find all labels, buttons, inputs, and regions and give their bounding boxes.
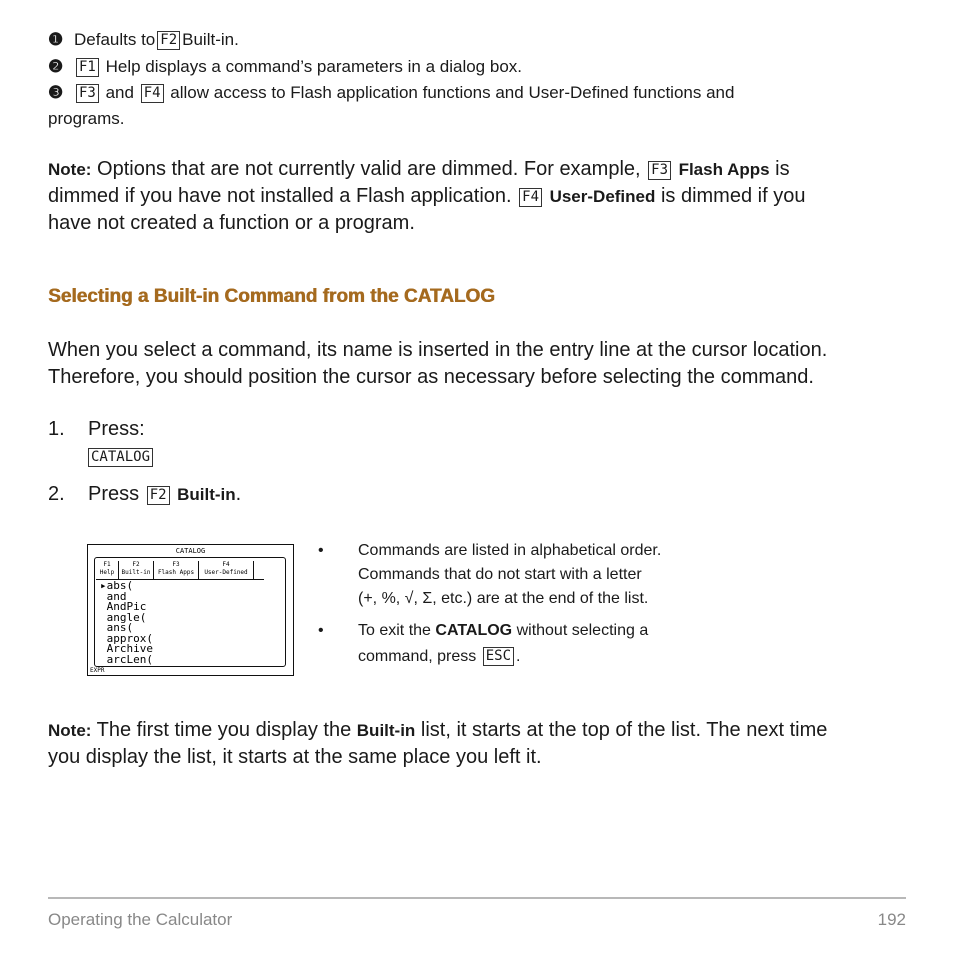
step-1 [48,416,65,443]
text: Defaults to [74,30,156,49]
built-in-label: Built-in [356,721,416,740]
callout-2 [48,54,522,80]
text: Therefore, you should position the cursor as necessary before selecting the command. [48,366,814,388]
step-1-body [88,416,155,470]
text: When you select a command, its name is inserted in the entry line at the cursor location. [48,339,828,361]
list-item: AndPic [100,600,147,613]
note-paragraph-2 [48,717,928,771]
flash-apps-label: Flash Apps [678,160,770,179]
list-item: Archive [100,642,153,655]
intro-paragraph [48,337,928,391]
text: F4 [222,561,230,568]
text: command, press [358,648,477,665]
menu-f2 [119,561,154,579]
bullet-mark: • [318,542,324,559]
callout-marker: ❷ [48,57,64,76]
f4-key: F4 [141,84,164,103]
f4-key: F4 [519,188,542,207]
catalog-label: CATALOG [435,622,513,639]
text: Built-in [121,569,151,576]
note-label: Note: [48,160,92,179]
step-2 [48,481,65,508]
text: without selecting a [516,622,649,639]
bullet-1 [318,539,662,611]
text: User-Defined [204,569,248,576]
list-item: approx( [100,631,153,645]
footer-section: Operating the Calculator [48,910,233,929]
text: F2 [132,561,140,568]
text: dimmed if you have not installed a Flash application. [48,185,512,207]
text: Help displays a command’s parameters in a dialog box. [105,57,522,76]
menu-f1 [96,561,119,579]
callout-3 [48,80,908,132]
text: Commands that do not start with a letter [358,566,642,583]
text: Help [99,569,115,576]
text: F3 [172,561,180,568]
text: Commands are listed in alphabetical order. [358,542,662,559]
page-number: 192 [877,910,906,929]
text: list, it starts at the top of the list. The next time [420,719,828,741]
menu-f4 [199,561,254,579]
calculator-screen [87,544,294,676]
section-heading: Selecting a Built-in Command from the CATALOG [48,286,495,307]
note-label: Note: [48,721,92,740]
f2-key: F2 [157,31,180,50]
step-number: 2. [48,483,65,505]
catalog-list [100,581,153,665]
built-in-label: Built-in [177,485,236,504]
text: Flash Apps [157,569,195,576]
note-paragraph [48,156,918,237]
text: have not created a function or a program. [48,212,415,234]
screen-menu [96,561,264,580]
bullet-2 [318,618,649,670]
list-item: ans( [100,621,134,634]
text: (+, %, √, Σ, etc.) are at the end of the list. [358,590,649,607]
catalog-key: CATALOG [88,448,153,467]
callout-1 [48,27,239,53]
text: Press: [88,418,145,440]
step-2-body [88,481,241,508]
status-line: EXPR [90,667,105,674]
text: . [235,483,242,505]
step-number: 1. [48,418,65,440]
text: Built-in. [182,30,239,49]
text: . [516,648,521,665]
bullet-mark: • [318,622,324,639]
callout-marker: ❸ [48,83,64,102]
text: is [775,158,790,180]
text: The first time you display the [96,719,352,741]
text: Press [88,483,140,505]
list-item: angle( [100,610,147,624]
text: F1 [103,561,111,568]
menu-f3 [154,561,199,579]
f3-key: F3 [76,84,99,103]
footer-rule [48,897,906,899]
esc-key: ESC [483,647,514,666]
list-item: and [100,589,127,603]
text: and [105,83,134,102]
f1-key: F1 [76,58,99,77]
text: allow access to Flash application functions and User-Defined functions and [170,83,735,102]
list-item: ▸abs( [100,579,134,592]
screen-title: CATALOG [175,547,206,555]
text: programs. [48,109,125,128]
list-item: arcLen( [100,652,153,666]
user-defined-label: User-Defined [549,187,656,206]
text: you display the list, it starts at the same place you left it. [48,746,542,768]
text: Options that are not currently valid are dimmed. For example, [97,158,641,180]
text: To exit the [358,622,431,639]
f2-key: F2 [147,486,170,505]
f3-key: F3 [648,161,671,180]
text: is dimmed if you [660,185,806,207]
callout-marker: ❶ [48,30,64,49]
